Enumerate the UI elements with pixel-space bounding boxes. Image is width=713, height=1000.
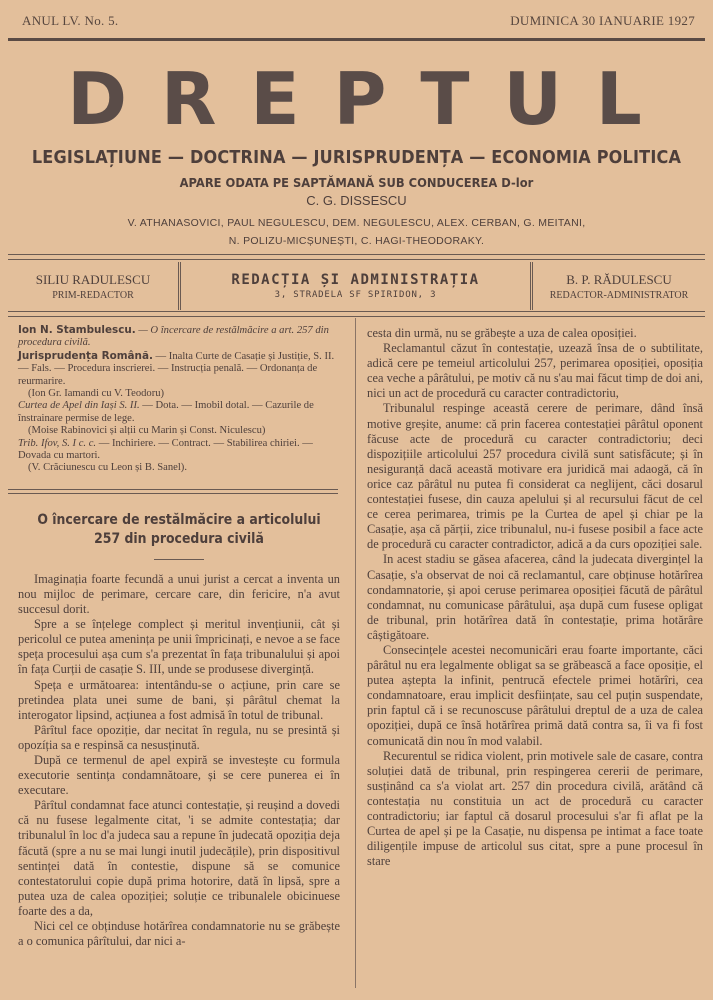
toc-parties: (V. Crăciunescu cu Leon și B. Sanel). bbox=[28, 462, 187, 474]
masthead-title: DREPTUL bbox=[67, 57, 676, 141]
prim-redactor-name: SILIU RADULESCU bbox=[35, 271, 151, 287]
title-underline bbox=[154, 559, 204, 560]
masthead-subtitle: LEGISLAȚIUNE — DOCTRINA — JURISPRUDENȚA — ECONOMIA POLITICA bbox=[31, 148, 682, 168]
right-column bbox=[367, 326, 703, 869]
editorial-infobar bbox=[8, 262, 705, 310]
redaction-title: REDACȚIA ȘI ADMINISTRAȚIA bbox=[231, 272, 480, 288]
article-body-right bbox=[367, 326, 703, 869]
redaction-box bbox=[178, 262, 533, 310]
issue-date: DUMINICA 30 IANUARIE 1927 bbox=[510, 13, 695, 28]
redaction-address: 3, STRADELA SF SPIRIDON, 3 bbox=[274, 290, 437, 300]
issue-line bbox=[22, 13, 695, 29]
paragraph: Consecințele acestei necomunicări erau foarte importante, căci pârâtul nu era legalmente obligat sa se grăbească a face oposiție, el putea aștepta la infinit, pentrucă efectele primei hotărîri, cea condamnatoare, erau implicit desființate, sau cel puțin suspendate, prin faptul că i se recunoscuse pârâtului dreptul de a uza de calea opoziției, după ce însă hotărîrea primă dată contra sa, îi va fi fost comunicată din nou în mod valabil. bbox=[367, 642, 703, 748]
toc-entry: Ion N. Stambulescu. — O încercare de restălmăcire a art. 257 din procedura civilă. bbox=[18, 324, 329, 349]
paragraph: Pârîtul face opoziție, dar necitat în regula, nu se presintă și opozíția sa e respinsă ca nesusținută. bbox=[18, 722, 340, 752]
infobar-top-rule bbox=[8, 254, 705, 260]
toc-parties: (Moise Rabinovici și alții cu Marin și Const. Niculescu) bbox=[28, 425, 266, 437]
paragraph: cesta din urmă, nu se grăbește a uza de calea oposiției. bbox=[367, 326, 637, 340]
collaborators-line-1: V. ATHANASOVICI, PAUL NEGULESCU, DEM. NEGULESCU, ALEX. CERBAN, G. MEITANI, bbox=[127, 217, 586, 229]
collaborators bbox=[0, 214, 713, 250]
toc-divider bbox=[8, 489, 338, 494]
paragraph: Nici cel ce obținduse hotărîrea condamnatorie nu se grăbește a o comunica pârîtului, dar nici a- bbox=[18, 919, 340, 949]
toc-entry: Jurisprudența Română. — Inalta Curte de Casație și Justiție, S. II. — Fals. — Procedura inscrierei. — Instrucția penală. — Ordonanța de reurmarire. bbox=[18, 349, 335, 387]
toc-entry: Curtea de Apel din Iași S. II. — Dota. — Imobil dotal. — Cazurile de înstrainare permise de lege. bbox=[18, 400, 314, 424]
paragraph: Tribunalul respinge această cerere de perimare, dând însă motive greșite, anume: că prin facerea contestației pârâtul oponent făcuse acte de procedură cu caracter contradictoriu; deci dispozițiile articolului 257 procedura civilă sunt satisfăcute; și în nesiguranță dacă această motivare era juridică mai adaogă, că în orice caz pârâtul nu putea fi considerat ca neglijent, căci dosarul contestației fusese, din cauza apelului și al recursului făcut de cel ce cerea perimarea, trimis pe la Curtea de apel și chiar pe la Casație, așa că părții, zice tribunalul, nu-i fusese posibil a face acte de procedură cu caracter contradictor, adică a da curs opoziției sale. bbox=[367, 401, 703, 552]
administrator-box bbox=[533, 262, 705, 310]
administrator-role: REDACTOR-ADMINISTRATOR bbox=[549, 289, 689, 301]
paragraph: Spre a se înțelege complect și meritul invențiunii, cât și pericolul ce putea amenința pe unii împricinați, e nevoe a se face speța procesului așa cum s'a prezentat în fața tribunalului și apoi în fața Curții de casație S. III, unde se produsese divergință. bbox=[18, 617, 340, 677]
paragraph: Imaginația foarte fecundă a unui jurist a cercat a inventa un nou mijloc de perimare, cercare care, din fericire, n'a avut succesul dorit. bbox=[18, 571, 340, 617]
administrator-name: B. P. RĂDULESCU bbox=[566, 271, 672, 287]
paragraph: După ce termenul de apel expiră se investește cu formula executorie sentința condamnătoare, și se cere punerea ei în executare. bbox=[18, 753, 340, 798]
paragraph: Recurentul se ridica violent, prin motivele sale de casare, contra soluției dată de tribunal, prin respingerea cererii de perimare, susținând ca s'a violat art. 257 din procedura civilă, arătând că contestația nu constituia un act de procedură cu caracter contradictoriu; iar faptul că dosarul procesului s'ar fi aflat pe la Curtea de apel și pe la Casație, nu dispensa pe intimat a face toate diligențile impuse de articolul sus citat, spre a pune procesul în stare bbox=[367, 748, 703, 869]
paragraph: Speța e următoarea: intentându-se o acțiune, prin care se pretindea plata unei sume de bani, și pârâtul chemat la interogator lipsind, acțiunea a fost admisă în totul de tribunal. bbox=[18, 677, 340, 722]
toc-parties: (Ion Gr. Iamandi cu V. Teodoru) bbox=[28, 388, 165, 400]
top-divider bbox=[8, 38, 705, 41]
paragraph: In acest stadiu se găsea afacerea, când la judecata divergințel la Casație, s'a observat de noi că reclamantul, care obținuse hotărîrea condamnatorie, și apoi ceruse perimarea oposiției făcută de pârâtul condamnat, nu comunicase pârâtului, așa după cum fusese opligat de tribunal, prin hotărîrea dată în contestație, prima hotărâre câștigătoare. bbox=[367, 552, 703, 642]
article-body-left bbox=[18, 572, 340, 949]
director-name: C. G. DISSESCU bbox=[306, 193, 407, 208]
toc-entry: Trib. Ifov, S. I c. c. — Inchiriere. — Contract. — Stabilirea chiriei. — Dovada cu martori. bbox=[18, 437, 313, 462]
paragraph: Pârîtul condamnat face atunci contestație, și reușind a dovedi că nu fusese legalmente citat, 'i se admite contestația; dar tribunalul în loc d'a judeca sau a repune în judecată opoziția deja făcută (spre a nu se mai lungi inutil judecățile), prin dispositivul sentinței dată în contestie, dispune să se comunice contestatorului copie după prima hotorire, dată în lipsă, spre a putea uza de calea opoziției; soluție ce tribunalele obicinuese foarte des a da, bbox=[18, 798, 340, 918]
article-title: O încercare de restălmăcire a articolului 257 din procedura civilă bbox=[37, 511, 321, 547]
table-of-contents bbox=[18, 324, 340, 475]
prim-redactor-role: PRIM-REDACTOR bbox=[52, 289, 134, 301]
infobar-bottom-rule bbox=[8, 311, 705, 317]
left-column bbox=[18, 324, 340, 949]
collaborators-line-2: N. POLIZU-MICȘUNEȘTI, C. HAGI-THEODORAKY. bbox=[228, 235, 485, 247]
publication-frequency: APARE ODATA PE SAPTĂMANĂ SUB CONDUCEREA D-lor bbox=[179, 175, 534, 190]
issue-number: ANUL LV. No. 5. bbox=[22, 13, 119, 28]
column-separator bbox=[355, 318, 356, 988]
paragraph: Reclamantul căzut în contestație, uzează însa de o subtilitate, adică cere pe temeiul articolului 257, perimarea oposiției, oposiția cea veche a pârâtului, pe motiv că nu s'au mai făcut timp de doi ani, nici un act de procedură cu caracter contradictoriu, bbox=[367, 341, 703, 401]
prim-redactor-box bbox=[8, 262, 178, 310]
